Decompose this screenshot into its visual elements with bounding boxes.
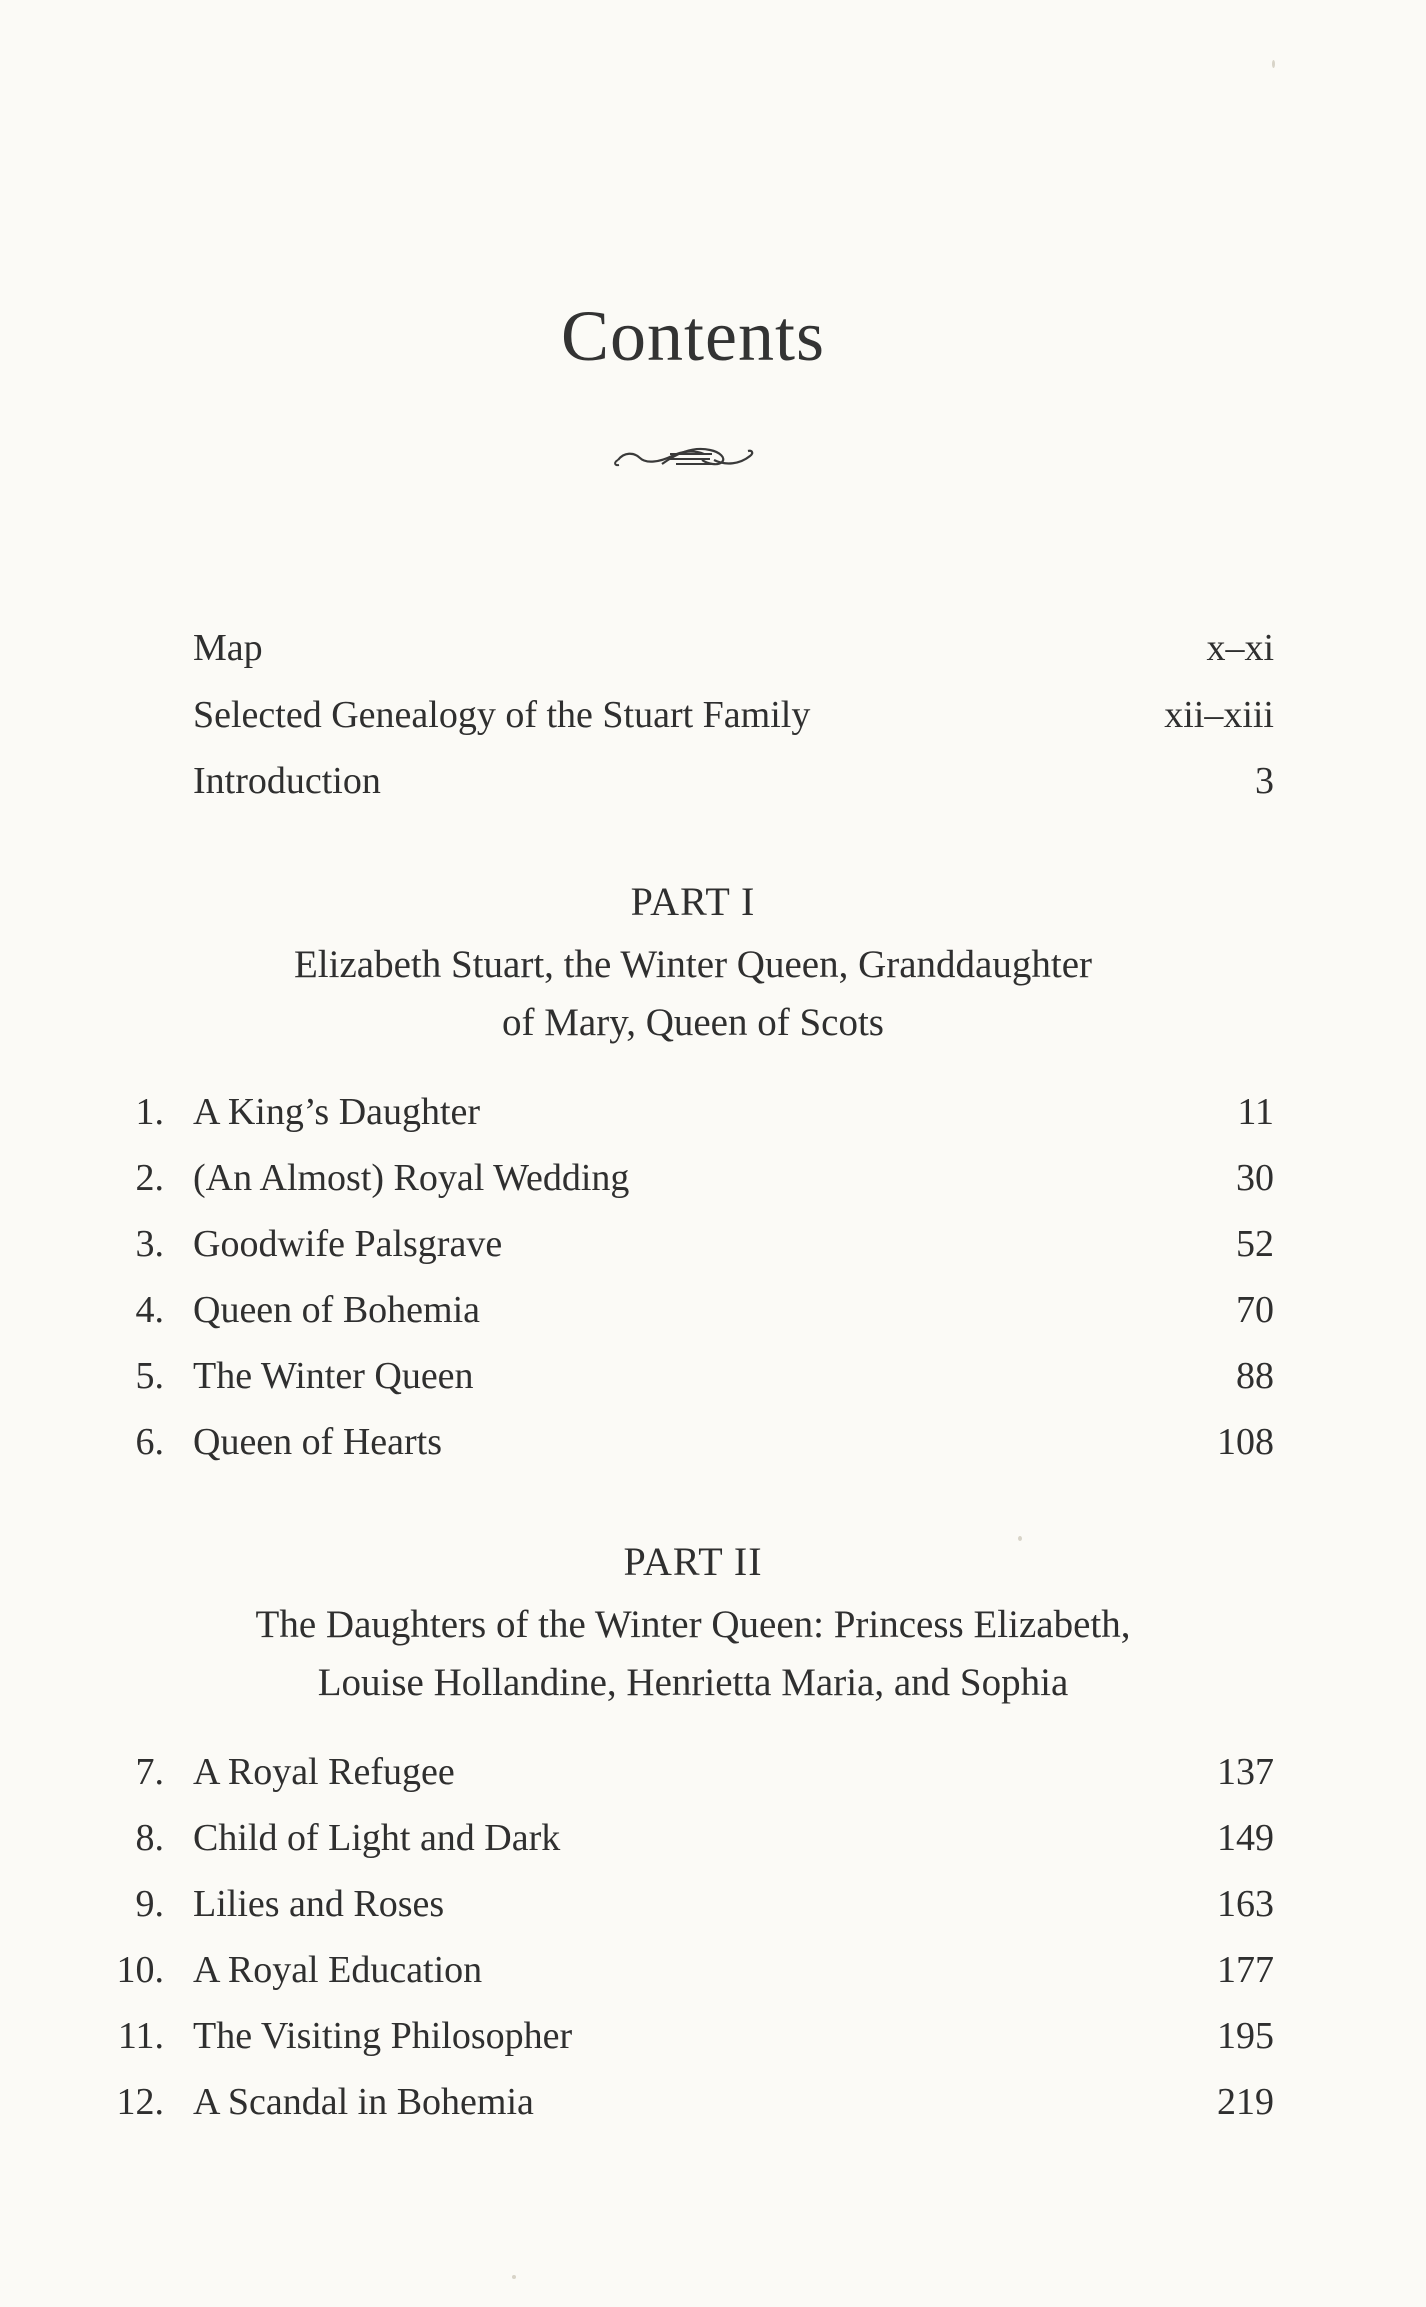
chapter-number: 6. — [135, 1421, 164, 1463]
toc-entry-introduction — [0, 756, 1426, 806]
part-heading: PART I — [630, 879, 756, 924]
part-subtitle-line: of Mary, Queen of Scots — [502, 1001, 884, 1044]
chapter-page: 195 — [1217, 2015, 1274, 2057]
toc-entry-map — [0, 623, 1426, 673]
chapter-number: 9. — [135, 1883, 164, 1925]
chapter-number: 12. — [116, 2081, 164, 2123]
toc-chapter-row — [0, 2077, 1426, 2127]
toc-chapter-row — [0, 1747, 1426, 1797]
chapter-page: 108 — [1217, 1421, 1274, 1463]
toc-chapter-row — [0, 1219, 1426, 1269]
chapter-page: 70 — [1236, 1289, 1274, 1331]
chapter-number: 7. — [135, 1751, 164, 1793]
toc-chapter-row — [0, 1153, 1426, 1203]
chapter-number: 2. — [135, 1157, 164, 1199]
chapter-title: A King’s Daughter — [193, 1091, 481, 1133]
scan-speck — [512, 2275, 516, 2279]
scan-speck — [1018, 1536, 1022, 1541]
toc-chapter-row — [0, 1813, 1426, 1863]
toc-entry-genealogy — [0, 690, 1426, 740]
chapter-number: 11. — [117, 2015, 164, 2057]
toc-chapter-row — [0, 2011, 1426, 2061]
chapter-title: A Scandal in Bohemia — [193, 2081, 534, 2123]
toc-entry-page: x–xi — [1206, 627, 1274, 669]
chapter-title: Queen of Hearts — [193, 1421, 443, 1463]
chapter-title: Lilies and Roses — [193, 1883, 445, 1925]
part-subtitle-line: The Daughters of the Winter Queen: Princess Elizabeth, — [255, 1603, 1131, 1646]
chapter-page: 149 — [1217, 1817, 1274, 1859]
toc-entry-label: Introduction — [193, 760, 381, 802]
toc-entry-label: Selected Genealogy of the Stuart Family — [193, 694, 811, 736]
chapter-number: 8. — [135, 1817, 164, 1859]
toc-chapter-row — [0, 1351, 1426, 1401]
toc-chapter-row — [0, 1879, 1426, 1929]
chapter-title: A Royal Refugee — [193, 1751, 455, 1793]
part-subtitle-line: Elizabeth Stuart, the Winter Queen, Granddaughter — [293, 943, 1092, 986]
chapter-number: 5. — [135, 1355, 164, 1397]
chapter-number: 4. — [135, 1289, 164, 1331]
toc-chapter-row — [0, 1285, 1426, 1335]
chapter-page: 30 — [1236, 1157, 1274, 1199]
chapter-title: Goodwife Palsgrave — [193, 1223, 503, 1265]
chapter-page: 11 — [1237, 1091, 1274, 1133]
toc-chapter-row — [0, 1087, 1426, 1137]
chapter-page: 219 — [1217, 2081, 1274, 2123]
toc-chapter-row — [0, 1945, 1426, 1995]
chapter-number: 1. — [135, 1091, 164, 1133]
chapter-number: 10. — [116, 1949, 164, 1991]
toc-chapter-row — [0, 1417, 1426, 1467]
chapter-title: Queen of Bohemia — [193, 1289, 481, 1331]
chapter-page: 137 — [1217, 1751, 1274, 1793]
part-subtitle-line: Louise Hollandine, Henrietta Maria, and Sophia — [317, 1661, 1069, 1704]
chapter-page: 177 — [1217, 1949, 1274, 1991]
chapter-title: The Visiting Philosopher — [193, 2015, 573, 2057]
toc-entry-page: 3 — [1255, 760, 1274, 802]
part-heading: PART II — [623, 1539, 763, 1584]
chapter-title: (An Almost) Royal Wedding — [193, 1157, 630, 1199]
toc-entry-label: Map — [193, 627, 263, 669]
chapter-page: 163 — [1217, 1883, 1274, 1925]
chapter-page: 88 — [1236, 1355, 1274, 1397]
page-title: Contents — [560, 296, 825, 376]
chapter-page: 52 — [1236, 1223, 1274, 1265]
chapter-title: The Winter Queen — [193, 1355, 474, 1397]
chapter-title: A Royal Education — [193, 1949, 483, 1991]
scan-speck — [1272, 60, 1275, 68]
toc-entry-page: xii–xiii — [1164, 694, 1274, 736]
flourish-ornament-icon — [610, 438, 760, 474]
chapter-number: 3. — [135, 1223, 164, 1265]
chapter-title: Child of Light and Dark — [193, 1817, 561, 1859]
